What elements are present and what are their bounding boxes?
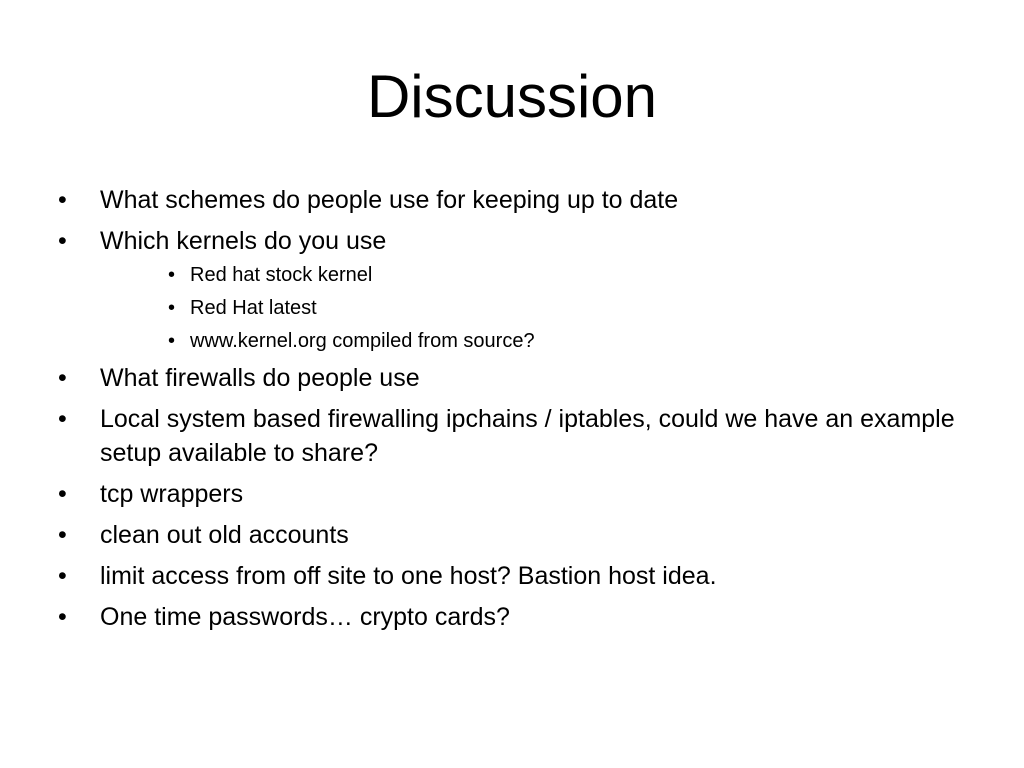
sub-list-item bbox=[0, 328, 1024, 355]
bullet-icon: • bbox=[58, 521, 67, 549]
bullet-list bbox=[0, 183, 1024, 641]
bullet-icon: • bbox=[58, 186, 67, 214]
sub-list-item-text: Red hat stock kernel bbox=[190, 264, 373, 286]
slide-title: Discussion bbox=[366, 63, 658, 130]
list-item bbox=[0, 361, 1024, 395]
sub-list-item-text: www.kernel.org compiled from source? bbox=[190, 330, 535, 352]
bullet-icon: • bbox=[58, 603, 67, 631]
bullet-icon: • bbox=[58, 364, 67, 392]
list-item-text: Which kernels do you use bbox=[100, 227, 387, 255]
sub-list-item bbox=[0, 295, 1024, 322]
bullet-icon: • bbox=[168, 297, 176, 319]
list-item bbox=[0, 224, 1024, 258]
list-item bbox=[0, 518, 1024, 552]
list-item-text: tcp wrappers bbox=[100, 480, 244, 508]
bullet-icon: • bbox=[168, 330, 176, 352]
list-item-text: limit access from off site to one host? Bastion host idea. bbox=[100, 562, 717, 590]
list-item-text: One time passwords… crypto cards? bbox=[100, 603, 510, 631]
bullet-icon: • bbox=[58, 227, 67, 255]
sub-list-item bbox=[0, 262, 1024, 289]
list-item bbox=[0, 183, 1024, 217]
list-item-text: What firewalls do people use bbox=[100, 364, 420, 392]
bullet-icon: • bbox=[58, 480, 67, 508]
bullet-icon: • bbox=[58, 405, 67, 433]
list-item bbox=[0, 477, 1024, 511]
bullet-icon: • bbox=[58, 562, 67, 590]
list-item bbox=[0, 600, 1024, 634]
list-item-text: clean out old accounts bbox=[100, 521, 349, 549]
bullet-icon: • bbox=[168, 264, 176, 286]
list-item-text: Local system based firewalling ipchains / iptables, could we have an example setup available to share? bbox=[100, 405, 955, 467]
sub-list-item-text: Red Hat latest bbox=[190, 297, 317, 319]
list-item bbox=[0, 402, 1024, 470]
list-item bbox=[0, 559, 1024, 593]
list-item-text: What schemes do people use for keeping up to date bbox=[100, 186, 679, 214]
sub-list bbox=[0, 262, 1024, 355]
